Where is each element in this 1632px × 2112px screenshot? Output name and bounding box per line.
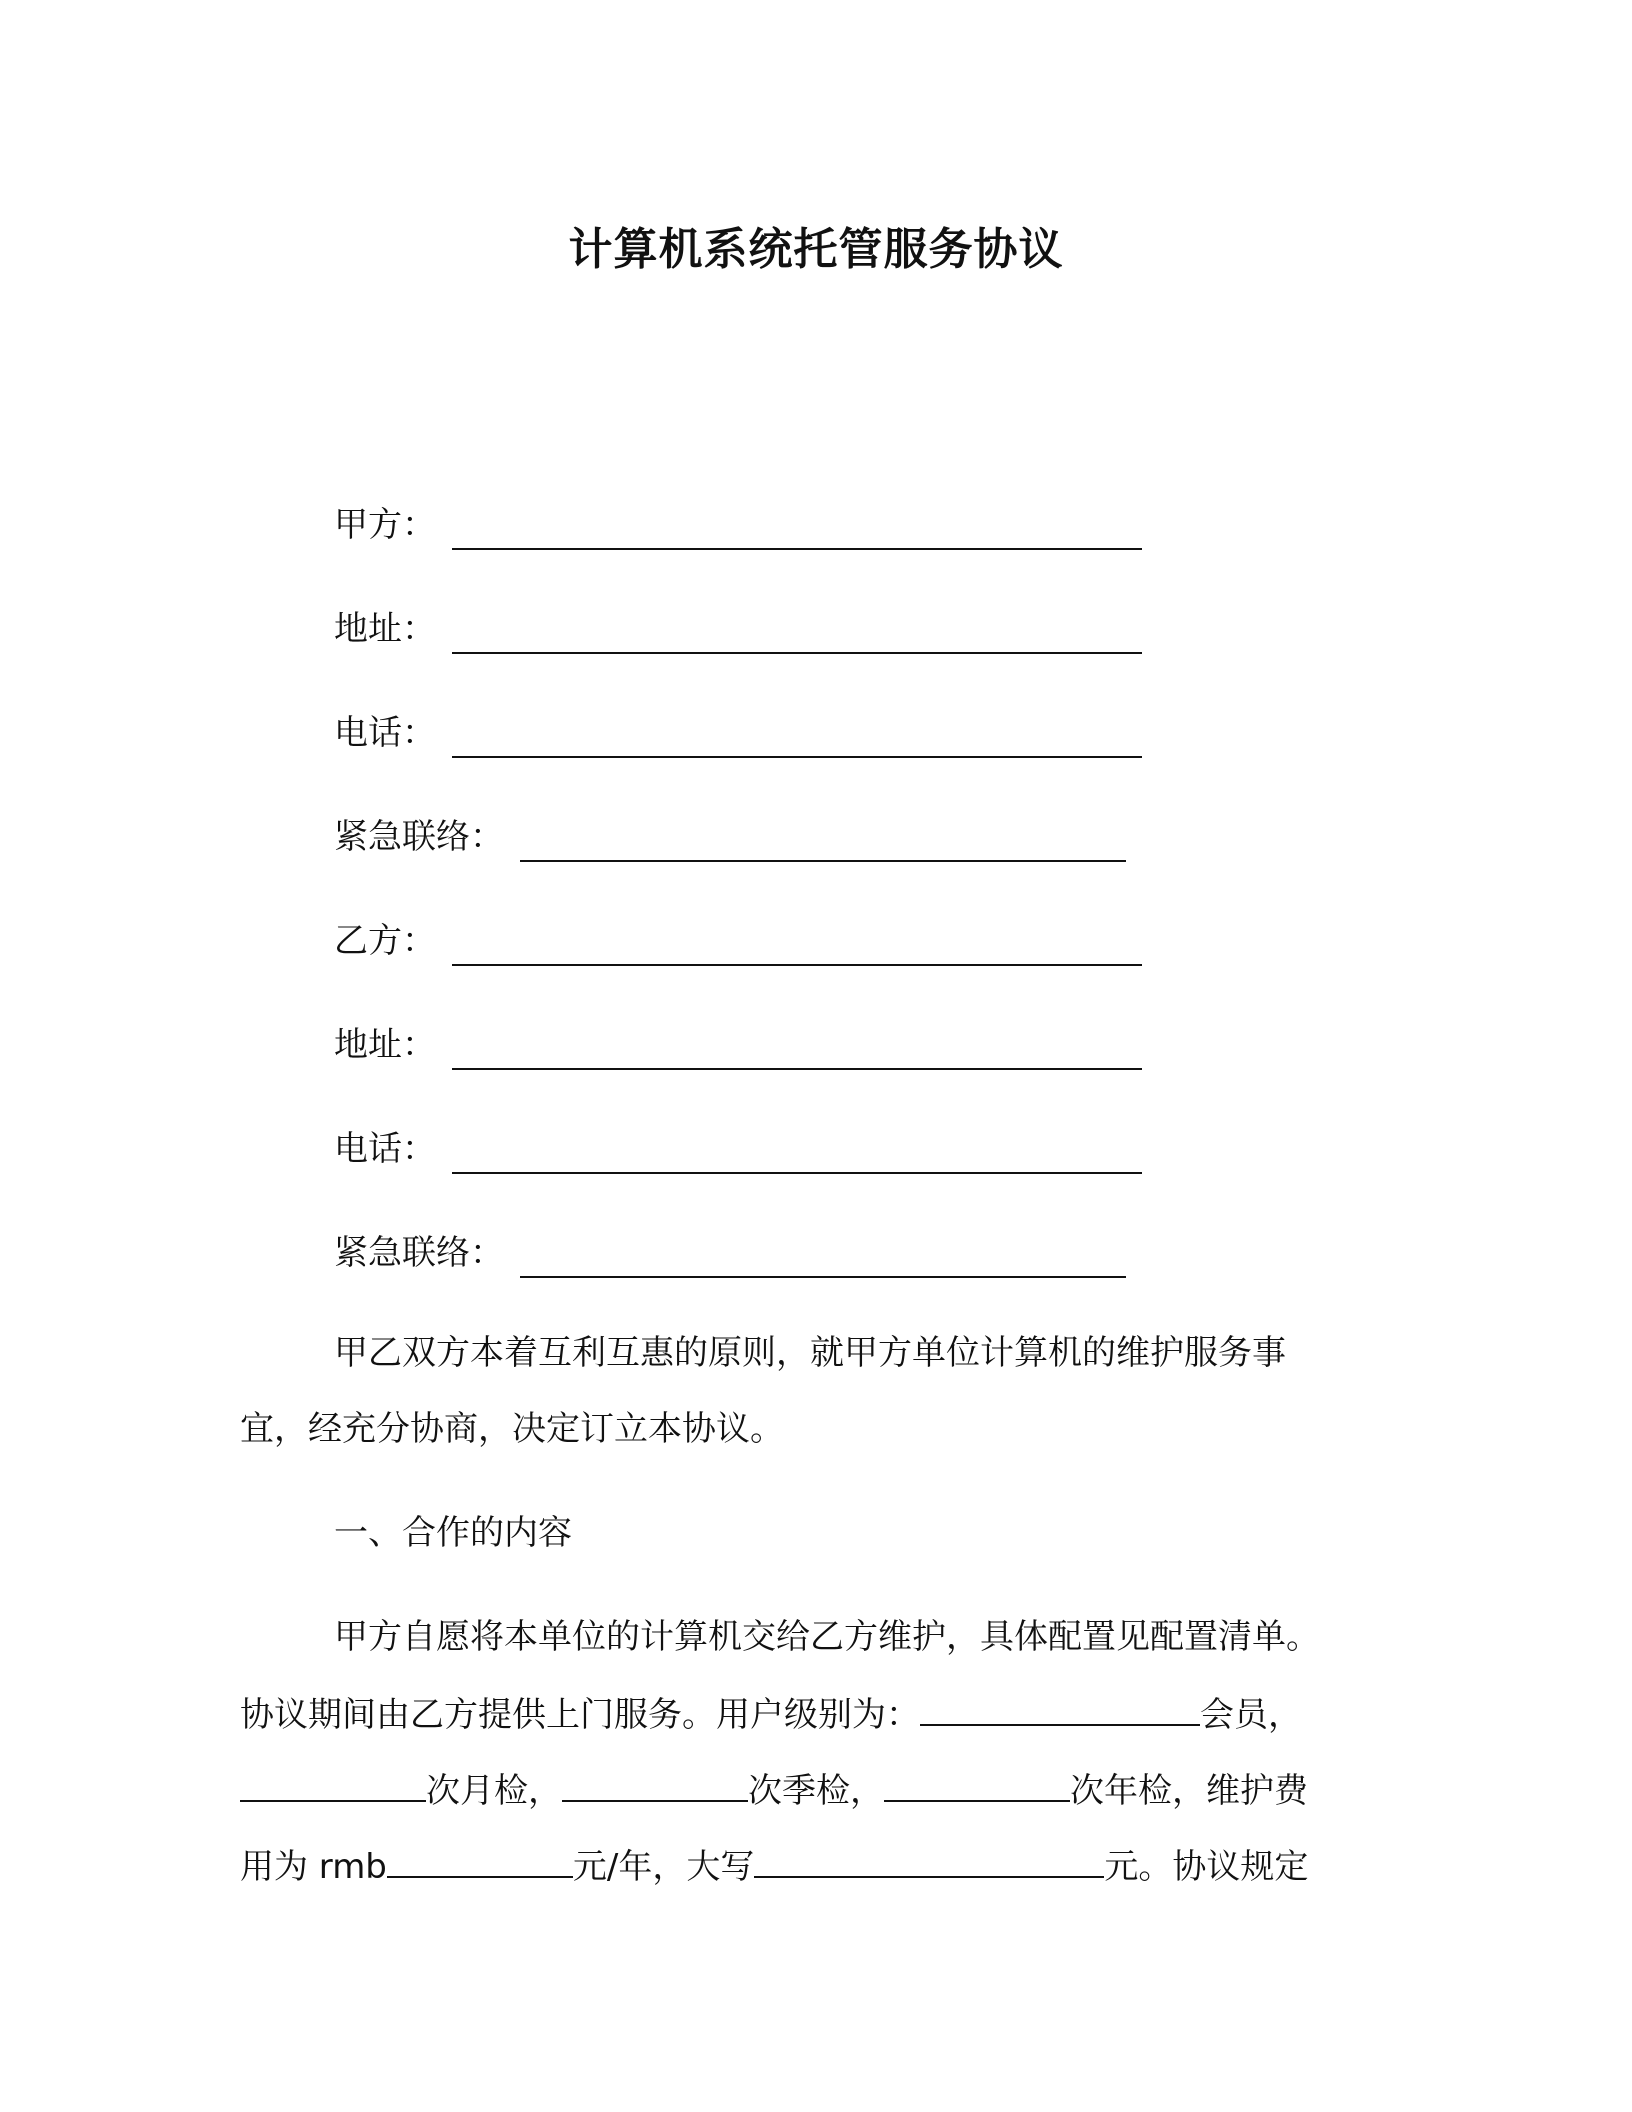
section-1-line-2	[240, 1688, 1410, 1740]
party-b-name-blank[interactable]	[452, 924, 1142, 966]
party-b-phone-label: 电话：	[334, 1129, 436, 1169]
section-1-line-4	[240, 1840, 1410, 1892]
party-b-phone-blank[interactable]	[452, 1132, 1142, 1174]
party-b-address-label: 地址：	[334, 1025, 436, 1065]
party-a-name-label: 甲方：	[334, 505, 436, 545]
party-b-emergency-label: 紧急联络：	[334, 1233, 504, 1273]
intro-line-1: 甲乙双方本着互利互惠的原则，就甲方单位计算机的维护服务事	[334, 1333, 1286, 1373]
party-a-phone-blank[interactable]	[452, 716, 1142, 758]
party-b-name-label: 乙方：	[334, 921, 436, 961]
user-level-blank[interactable]	[920, 1688, 1200, 1726]
yearly-check-blank[interactable]	[884, 1764, 1070, 1802]
section-1-line-3	[240, 1764, 1410, 1816]
fee-unit-label: 元/年，大写	[572, 1847, 755, 1887]
party-b-address-row	[334, 1020, 1142, 1070]
party-a-emergency-label: 紧急联络：	[334, 817, 504, 857]
document-title: 计算机系统托管服务协议	[568, 224, 1064, 275]
fee-suffix: 元。协议规定	[1104, 1847, 1309, 1887]
user-level-prefix: 协议期间由乙方提供上门服务。用户级别为：	[240, 1695, 920, 1735]
party-b-phone-row	[334, 1124, 1142, 1174]
party-a-phone-row	[334, 708, 1142, 758]
party-a-name-blank[interactable]	[452, 508, 1142, 550]
fee-amount-words-blank[interactable]	[754, 1840, 1104, 1878]
monthly-check-blank[interactable]	[240, 1764, 426, 1802]
section-1-line-1: 甲方自愿将本单位的计算机交给乙方维护，具体配置见配置清单。	[334, 1617, 1320, 1657]
party-b-address-blank[interactable]	[452, 1028, 1142, 1070]
user-level-suffix: 会员，	[1200, 1695, 1302, 1735]
party-b-emergency-row	[334, 1228, 1126, 1278]
party-a-emergency-row	[334, 812, 1126, 862]
quarterly-check-blank[interactable]	[562, 1764, 748, 1802]
monthly-check-label: 次月检，	[426, 1771, 562, 1811]
yearly-check-label: 次年检，维护费	[1070, 1771, 1308, 1811]
party-b-name-row	[334, 916, 1142, 966]
party-a-name-row	[334, 500, 1142, 550]
party-a-phone-label: 电话：	[334, 713, 436, 753]
party-a-emergency-blank[interactable]	[520, 820, 1126, 862]
quarterly-check-label: 次季检，	[748, 1771, 884, 1811]
section-1-heading: 一、合作的内容	[334, 1513, 572, 1553]
party-a-address-row	[334, 604, 1142, 654]
party-a-address-blank[interactable]	[452, 612, 1142, 654]
intro-line-2: 宜，经充分协商，决定订立本协议。	[240, 1409, 784, 1449]
fee-prefix: 用为 rmb	[240, 1847, 387, 1887]
party-b-emergency-blank[interactable]	[520, 1236, 1126, 1278]
fee-amount-blank[interactable]	[387, 1840, 573, 1878]
party-a-address-label: 地址：	[334, 609, 436, 649]
